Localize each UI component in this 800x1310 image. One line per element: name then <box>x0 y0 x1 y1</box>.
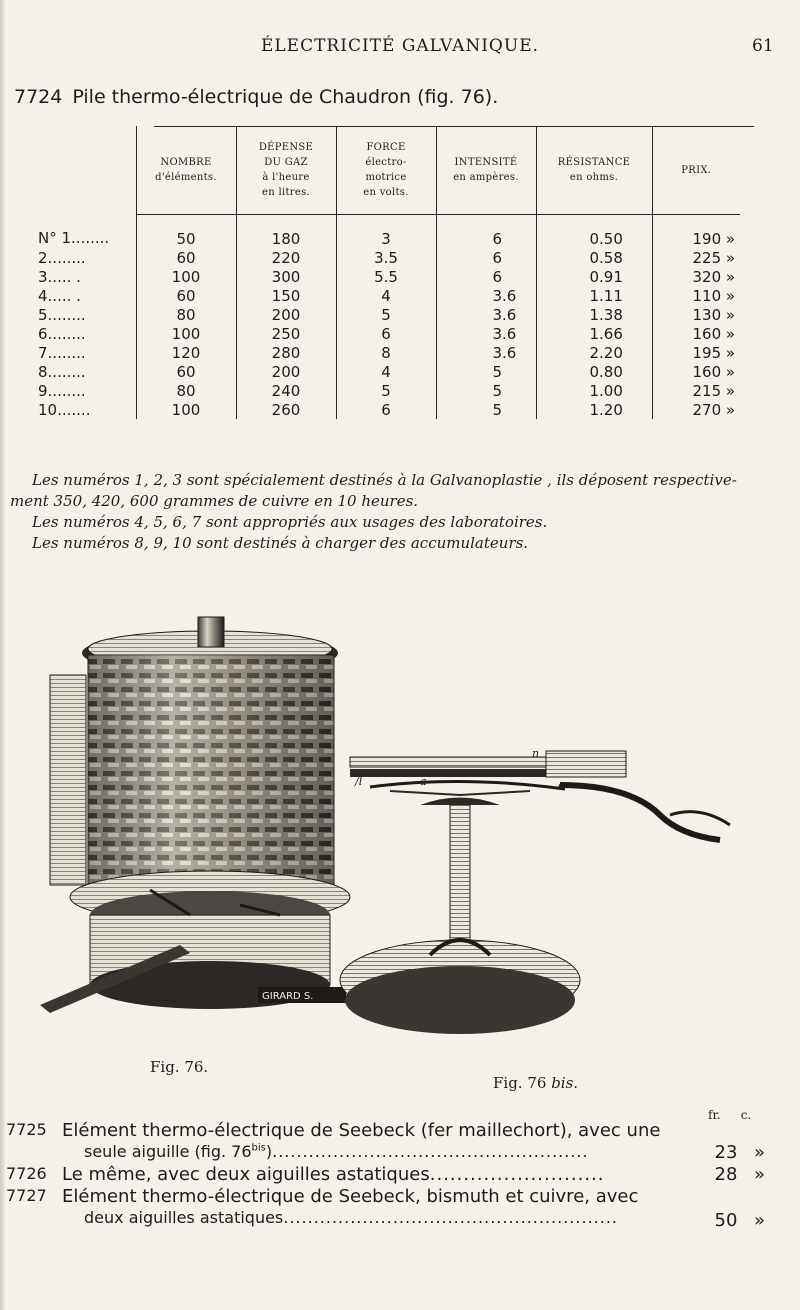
cell-elements: 100 <box>136 400 236 419</box>
page-number: 61 <box>752 36 774 56</box>
cell-fem: 5 <box>336 381 436 400</box>
page-edge <box>0 0 6 1310</box>
cell-gaz: 280 <box>236 343 336 362</box>
col-header-intensite: INTENSITÉ en ampères. <box>436 126 536 215</box>
cell-elements: 100 <box>136 324 236 343</box>
cell-prix: 110 » <box>652 286 740 305</box>
note-line: Les numéros 4, 5, 6, 7 sont appropriés aux usages des laboratoires. <box>32 513 548 531</box>
cell-resistance: 2.20 <box>536 343 652 362</box>
col-header-fem: FORCE électro- motrice en volts. <box>336 126 436 215</box>
cell-gaz: 220 <box>236 248 336 267</box>
cell-gaz: 260 <box>236 400 336 419</box>
col-header-prix: PRIX. <box>652 126 740 215</box>
cell-elements: 80 <box>136 305 236 324</box>
row-label: 2........ <box>38 248 86 267</box>
col-header-gaz: DÉPENSE DU GAZ à l'heure en litres. <box>236 126 336 215</box>
cell-elements: 50 <box>136 215 236 249</box>
table-row <box>18 381 740 400</box>
cell-prix: 130 » <box>652 305 740 324</box>
figure-76bis-caption: Fig. 76 bis. <box>493 1074 579 1092</box>
cell-elements: 100 <box>136 267 236 286</box>
cell-fem: 6 <box>336 400 436 419</box>
entry-price: 50 <box>714 1210 738 1231</box>
entry-description-cont: seule aiguille (fig. $76^{bis}$).................................................... <box>84 1142 589 1161</box>
cell-elements: 80 <box>136 381 236 400</box>
cell-fem: 3.5 <box>336 248 436 267</box>
cell-prix: 160 » <box>652 324 740 343</box>
col-header-elements: NOMBRE d'éléments. <box>136 126 236 215</box>
cell-fem: 5 <box>336 305 436 324</box>
table-row <box>18 215 740 249</box>
entry-description-cont: deux aiguilles astatiques....................................................... <box>84 1208 618 1227</box>
entry-description: Elément thermo-électrique de Seebeck, bismuth et cuivre, avec <box>62 1186 639 1207</box>
row-label: 8........ <box>38 362 86 381</box>
col-header-resistance: RÉSISTANCE en ohms. <box>536 126 652 215</box>
row-label: 5........ <box>38 305 86 324</box>
engraver-signature: GIRARD S. <box>262 991 314 1002</box>
cell-resistance: 1.00 <box>536 381 652 400</box>
letter-a: a <box>420 775 427 788</box>
item-heading <box>14 86 498 108</box>
cell-resistance: 0.80 <box>536 362 652 381</box>
table-row <box>18 400 740 419</box>
item-number: 7724 <box>14 86 63 108</box>
cell-intensite: 6 <box>436 215 536 249</box>
table-header-row <box>18 126 740 215</box>
row-label: 7........ <box>38 343 86 362</box>
cell-gaz: 200 <box>236 305 336 324</box>
table-row <box>18 286 740 305</box>
cell-intensite: 3.6 <box>436 324 536 343</box>
table-row <box>18 343 740 362</box>
table-row <box>18 305 740 324</box>
table-row <box>18 267 740 286</box>
cell-gaz: 150 <box>236 286 336 305</box>
cell-resistance: 1.20 <box>536 400 652 419</box>
item-title: Pile thermo-électrique de Chaudron (fig. 76). <box>72 86 499 108</box>
entry-code: 7726 <box>6 1164 47 1183</box>
cell-fem: 8 <box>336 343 436 362</box>
cell-intensite: 3.6 <box>436 343 536 362</box>
entry-description: Le même, avec deux aiguilles astatiques.......................... <box>62 1164 605 1185</box>
cell-fem: 5.5 <box>336 267 436 286</box>
cell-prix: 195 » <box>652 343 740 362</box>
seebeck-element-engraving <box>300 745 740 1045</box>
cell-prix: 160 » <box>652 362 740 381</box>
cell-gaz: 180 <box>236 215 336 249</box>
entry-price: 28 <box>714 1164 738 1185</box>
cell-resistance: 0.58 <box>536 248 652 267</box>
cell-fem: 6 <box>336 324 436 343</box>
note-line: Les numéros 1, 2, 3 sont spécialement destinés à la Galvanoplastie , ils déposent respective- <box>32 471 737 489</box>
cell-intensite: 6 <box>436 248 536 267</box>
table-row <box>18 248 740 267</box>
letter-n: n <box>532 747 540 760</box>
cell-intensite: 5 <box>436 400 536 419</box>
entry-description: Elément thermo-électrique de Seebeck (fer maillechort), avec une <box>62 1120 661 1141</box>
cell-fem: 4 <box>336 286 436 305</box>
notes <box>10 470 792 554</box>
entry-price: 23 <box>714 1142 738 1163</box>
cell-intensite: 3.6 <box>436 286 536 305</box>
table-top-rule <box>154 126 754 127</box>
entry-code: 7725 <box>6 1120 47 1139</box>
table-row <box>18 324 740 343</box>
cell-prix: 215 » <box>652 381 740 400</box>
letter-e: e <box>558 779 565 792</box>
cell-prix: 225 » <box>652 248 740 267</box>
cell-resistance: 1.11 <box>536 286 652 305</box>
cell-prix: 320 » <box>652 267 740 286</box>
row-label: 3..... . <box>38 267 81 286</box>
cell-resistance: 1.38 <box>536 305 652 324</box>
row-label: 6........ <box>38 324 86 343</box>
cell-prix: 190 » <box>652 215 740 249</box>
cell-resistance: 0.91 <box>536 267 652 286</box>
row-label-header <box>18 126 136 215</box>
entry-price-cents: » <box>754 1142 766 1163</box>
cell-intensite: 3.6 <box>436 305 536 324</box>
cell-gaz: 240 <box>236 381 336 400</box>
figure-76bis-illustration <box>300 745 740 1045</box>
running-title: ÉLECTRICITÉ GALVANIQUE. <box>260 36 540 56</box>
row-label: 9........ <box>38 381 86 400</box>
row-label: 4..... . <box>38 286 81 305</box>
note-line: ment 350, 420, 600 grammes de cuivre en 10 heures. <box>10 492 419 510</box>
cell-intensite: 5 <box>436 381 536 400</box>
cell-resistance: 0.50 <box>536 215 652 249</box>
cell-elements: 120 <box>136 343 236 362</box>
entry-price-cents: » <box>754 1210 766 1231</box>
cell-elements: 60 <box>136 248 236 267</box>
currency-header: fr. c. <box>708 1108 752 1122</box>
cell-intensite: 6 <box>436 267 536 286</box>
cell-fem: 4 <box>336 362 436 381</box>
figure-76-caption: Fig. 76. <box>150 1058 209 1076</box>
cell-elements: 60 <box>136 286 236 305</box>
cell-elements: 60 <box>136 362 236 381</box>
entry-code: 7727 <box>6 1186 47 1205</box>
entry-price-cents: » <box>754 1164 766 1185</box>
cell-prix: 270 » <box>652 400 740 419</box>
table-body <box>18 215 740 420</box>
cell-gaz: 200 <box>236 362 336 381</box>
cell-fem: 3 <box>336 215 436 249</box>
specs-table-wrap <box>18 126 740 419</box>
row-label: N° 1........ <box>38 229 110 248</box>
cell-gaz: 250 <box>236 324 336 343</box>
table-row <box>18 362 740 381</box>
letter-l: /l <box>355 775 363 788</box>
row-label: 10....... <box>38 400 91 419</box>
note-line: Les numéros 8, 9, 10 sont destinés à charger des accumulateurs. <box>32 534 529 552</box>
specs-table <box>18 126 740 419</box>
cell-gaz: 300 <box>236 267 336 286</box>
cell-resistance: 1.66 <box>536 324 652 343</box>
cell-intensite: 5 <box>436 362 536 381</box>
